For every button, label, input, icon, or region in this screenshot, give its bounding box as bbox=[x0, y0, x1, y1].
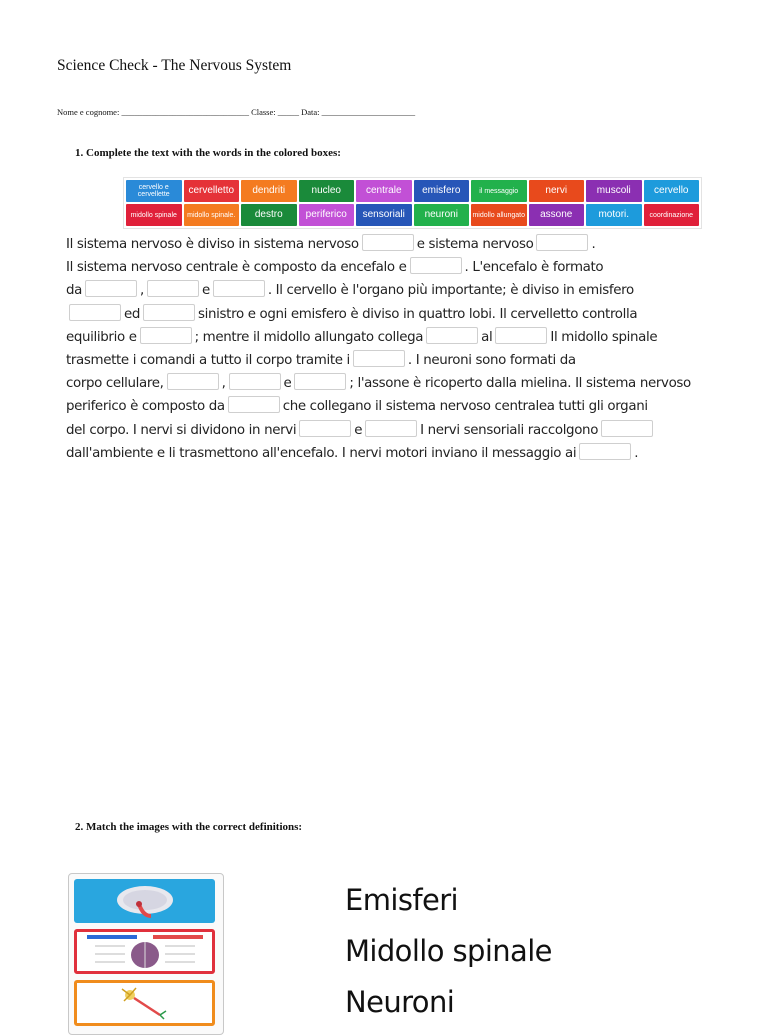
brain-hemispheres-icon bbox=[85, 934, 205, 970]
word-chip[interactable]: motori. bbox=[586, 204, 642, 226]
passage-text: . I neuroni sono formati da bbox=[407, 352, 576, 368]
passage-text: I nervi sensoriali raccolgono bbox=[420, 422, 599, 438]
word-chip[interactable]: coordinazione bbox=[644, 204, 700, 226]
passage-text: sinistro e ogni emisfero è diviso in quattro lobi. Il cervelletto controlla bbox=[198, 306, 638, 322]
passage-text: , bbox=[221, 376, 226, 392]
passage-line bbox=[66, 349, 766, 372]
word-chip[interactable]: cervello e cervellette bbox=[126, 180, 182, 202]
passage-text: ; l'assone è ricoperto dalla mielina. Il sistema nervoso bbox=[349, 376, 691, 392]
brain-side-image-card[interactable] bbox=[74, 879, 215, 923]
answer-blank[interactable] bbox=[213, 280, 265, 297]
word-chip[interactable]: midollo allungato bbox=[471, 204, 527, 226]
answer-blank[interactable] bbox=[147, 280, 199, 297]
answer-blank[interactable] bbox=[228, 396, 280, 413]
answer-blank[interactable] bbox=[299, 420, 351, 437]
page-title: Science Check - The Nervous System bbox=[57, 57, 292, 74]
word-chip[interactable]: il messaggio bbox=[471, 180, 527, 202]
answer-blank[interactable] bbox=[140, 327, 192, 344]
passage-text: equilibrio e bbox=[66, 329, 137, 345]
passage-text: , bbox=[140, 283, 144, 299]
answer-blank[interactable] bbox=[601, 420, 653, 437]
passage-text: . bbox=[634, 445, 639, 461]
word-chip[interactable]: periferico bbox=[299, 204, 355, 226]
passage-line bbox=[66, 233, 766, 256]
answer-blank[interactable] bbox=[143, 304, 195, 321]
question-1-title: 1. Complete the text with the words in the colored boxes: bbox=[75, 147, 341, 159]
word-chip[interactable]: nervi bbox=[529, 180, 585, 202]
answer-blank[interactable] bbox=[294, 373, 346, 390]
word-chip[interactable]: emisfero bbox=[414, 180, 470, 202]
word-chip[interactable]: neuroni bbox=[414, 204, 470, 226]
passage-line bbox=[66, 442, 766, 465]
passage-text: corpo cellulare, bbox=[66, 376, 164, 392]
brain-side-icon bbox=[105, 882, 185, 920]
word-chip[interactable]: cervelletto bbox=[184, 180, 240, 202]
definition-item[interactable]: Neuroni bbox=[345, 985, 455, 1019]
passage-text: e bbox=[201, 283, 210, 299]
passage-line bbox=[66, 303, 766, 326]
passage-text: . bbox=[591, 237, 596, 252]
neuron-image-card[interactable] bbox=[74, 980, 215, 1026]
passage-text: ; mentre il midollo allungato collega bbox=[194, 329, 424, 345]
answer-blank[interactable] bbox=[362, 234, 414, 251]
definition-item[interactable]: Emisferi bbox=[345, 883, 458, 917]
passage-text: ed bbox=[124, 306, 141, 322]
word-chip[interactable]: centrale bbox=[356, 180, 412, 202]
word-chip[interactable]: dendriti bbox=[241, 180, 297, 202]
passage-text: al bbox=[481, 329, 493, 345]
answer-blank[interactable] bbox=[85, 280, 137, 297]
word-chip[interactable]: midollo spinale. bbox=[184, 204, 240, 226]
hemispheres-image-card[interactable] bbox=[74, 929, 215, 974]
question-2-title: 2. Match the images with the correct definitions: bbox=[75, 821, 303, 833]
answer-blank[interactable] bbox=[426, 327, 478, 344]
passage-text: . Il cervello è l'organo più importante; è diviso in emisfero bbox=[267, 283, 634, 299]
passage-text: e sistema nervoso bbox=[416, 237, 534, 252]
passage-line bbox=[66, 256, 766, 279]
answer-blank[interactable] bbox=[229, 373, 281, 390]
image-cards-panel bbox=[68, 873, 224, 1035]
neuron-icon bbox=[110, 985, 180, 1021]
definition-item[interactable]: Midollo spinale bbox=[345, 934, 552, 968]
passage-text: e bbox=[354, 422, 363, 438]
word-chip[interactable]: midollo spinale bbox=[126, 204, 182, 226]
passage-text: Il midollo spinale bbox=[550, 329, 658, 345]
word-bank bbox=[123, 177, 702, 229]
answer-blank[interactable] bbox=[69, 304, 121, 321]
passage-line bbox=[66, 279, 766, 302]
student-info-line: Nome e cognome: ______________________________ Classe: _____ Data: ______________________ bbox=[57, 107, 416, 117]
word-chip[interactable]: cervello bbox=[644, 180, 700, 202]
word-chip[interactable]: nucleo bbox=[299, 180, 355, 202]
answer-blank[interactable] bbox=[495, 327, 547, 344]
passage-line bbox=[66, 395, 766, 418]
passage-text: periferico è composto da bbox=[66, 399, 225, 415]
fill-in-passage bbox=[66, 233, 766, 465]
word-chip[interactable]: assone bbox=[529, 204, 585, 226]
passage-text: da bbox=[66, 283, 83, 299]
passage-line bbox=[66, 372, 766, 395]
passage-text: del corpo. I nervi si dividono in nervi bbox=[66, 422, 297, 438]
passage-text: e bbox=[283, 376, 292, 392]
passage-text: . L'encefalo è formato bbox=[464, 260, 604, 276]
answer-blank[interactable] bbox=[536, 234, 588, 251]
word-chip[interactable]: destro bbox=[241, 204, 297, 226]
word-chip[interactable]: muscoli bbox=[586, 180, 642, 202]
definitions-list bbox=[345, 875, 552, 1028]
answer-blank[interactable] bbox=[167, 373, 219, 390]
passage-text: che collegano il sistema nervoso centralea tutti gli organi bbox=[282, 399, 648, 415]
answer-blank[interactable] bbox=[410, 257, 462, 274]
word-chip[interactable]: sensoriali bbox=[356, 204, 412, 226]
passage-line bbox=[66, 326, 766, 349]
passage-line bbox=[66, 419, 766, 442]
answer-blank[interactable] bbox=[365, 420, 417, 437]
passage-text: dall'ambiente e li trasmettono all'encefalo. I nervi motori inviano il messaggio ai bbox=[66, 445, 577, 461]
passage-text: Il sistema nervoso è diviso in sistema nervoso bbox=[66, 237, 359, 252]
answer-blank[interactable] bbox=[353, 350, 405, 367]
passage-text: Il sistema nervoso centrale è composto da encefalo e bbox=[66, 260, 407, 276]
answer-blank[interactable] bbox=[579, 443, 631, 460]
passage-text: trasmette i comandi a tutto il corpo tramite i bbox=[66, 352, 350, 368]
